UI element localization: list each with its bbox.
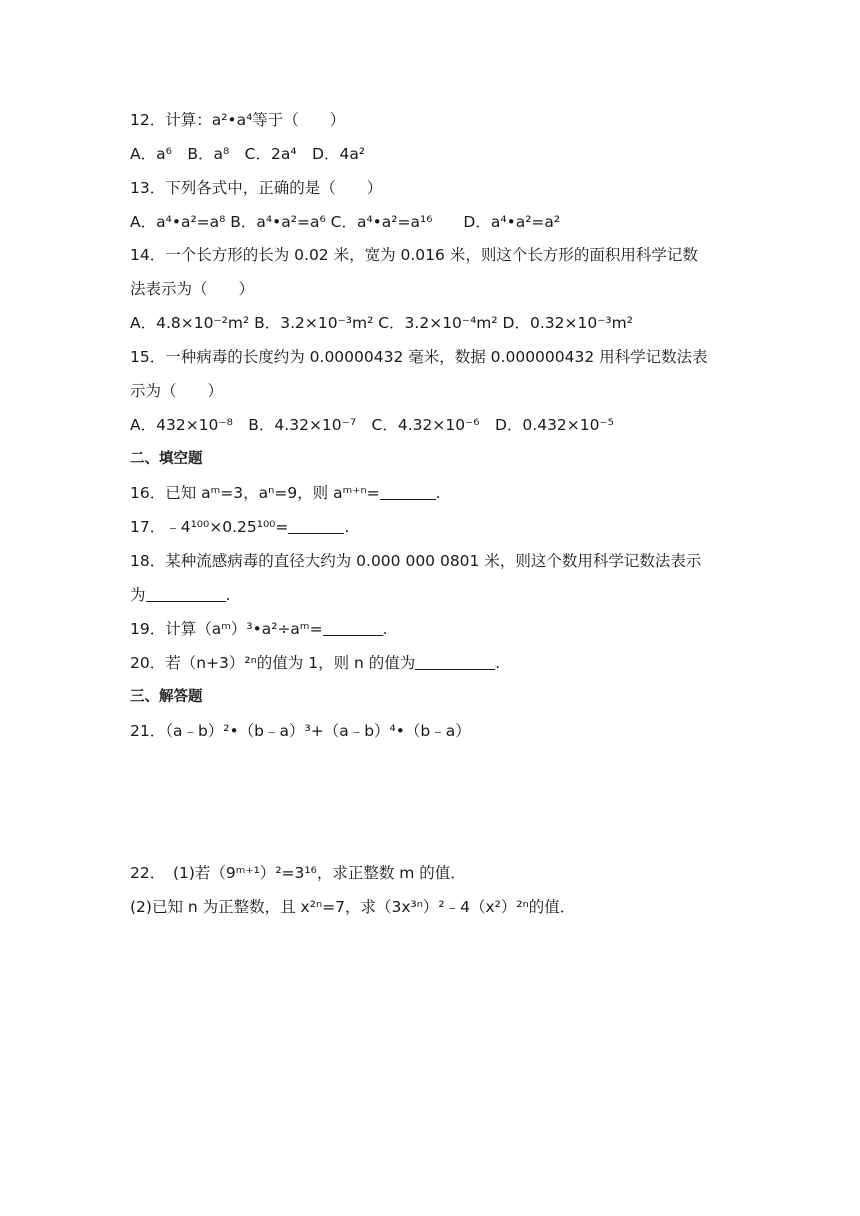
- question-19-tail: .: [382, 620, 388, 638]
- question-17: [130, 516, 740, 538]
- question-18-line1: 18．某种流感病毒的直径大约为 0.000 000 0801 米，则这个数用科学记数法表示: [130, 552, 702, 570]
- question-17-tail: .: [344, 518, 350, 536]
- question-16-text: 16．已知 aᵐ=3，aⁿ=9，则 aᵐ⁺ⁿ=: [130, 484, 380, 502]
- question-19-text: 19．计算（aᵐ）³•a²÷aᵐ=: [130, 620, 323, 638]
- question-14-options: A．4.8×10⁻²m² B．3.2×10⁻³m² C．3.2×10⁻⁴m² D．0.32×10⁻³m²: [130, 314, 633, 332]
- answer-blank: [288, 517, 344, 534]
- question-13-options: A．a⁴•a²=a⁸ B．a⁴•a²=a⁶ C．a⁴•a²=a¹⁶ D．a⁴•a²=a²: [130, 213, 561, 231]
- question-16: [130, 482, 740, 504]
- section-heading-fill-in: 二、填空题: [130, 451, 203, 467]
- question-12-options: A．a⁶ B．a⁸ C．2a⁴ D．4a²: [130, 145, 366, 163]
- question-18-text: 为: [130, 586, 146, 604]
- answer-blank: [380, 483, 436, 500]
- question-19: [130, 618, 740, 640]
- question-14-stem-line2: 法表示为（ ）: [130, 280, 255, 298]
- question-15-stem-line1: 15．一种病毒的长度约为 0.00000432 毫米，数据 0.000000432 用科学记数法表: [130, 348, 708, 366]
- answer-blank: [146, 585, 226, 602]
- question-16-tail: .: [435, 484, 441, 502]
- question-12-stem: 12．计算：a²•a⁴等于（ ）: [130, 111, 346, 129]
- section-heading-solve: 三、解答题: [130, 689, 203, 705]
- question-14-stem-line1: 14．一个长方形的长为 0.02 米，宽为 0.016 米，则这个长方形的面积用科学记数: [130, 246, 698, 264]
- question-20-tail: .: [495, 654, 501, 672]
- question-18-line2: [130, 584, 740, 606]
- answer-blank: [323, 619, 383, 636]
- question-20-text: 20．若（n+3）²ⁿ的值为 1，则 n 的值为: [130, 654, 416, 672]
- question-20: [130, 652, 740, 674]
- question-22-part1: 22． (1)若（9ᵐ⁺¹）²=3¹⁶，求正整数 m 的值．: [130, 864, 466, 882]
- question-22-part2: (2)已知 n 为正整数，且 x²ⁿ=7，求（3x³ⁿ）²﹣4（x²）²ⁿ的值．: [130, 898, 576, 916]
- question-17-text: 17．﹣4¹⁰⁰×0.25¹⁰⁰=: [130, 518, 289, 536]
- question-18-tail: .: [225, 586, 231, 604]
- question-21: 21．（a﹣b）²•（b﹣a）³+（a﹣b）⁴•（b﹣a）: [130, 722, 471, 740]
- question-13-stem: 13．下列各式中，正确的是（ ）: [130, 179, 383, 197]
- answer-blank: [415, 653, 495, 670]
- question-15-options: A．432×10⁻⁸ B．4.32×10⁻⁷ C．4.32×10⁻⁶ D．0.432×10⁻⁵: [130, 416, 614, 434]
- question-15-stem-line2: 示为（ ）: [130, 382, 224, 400]
